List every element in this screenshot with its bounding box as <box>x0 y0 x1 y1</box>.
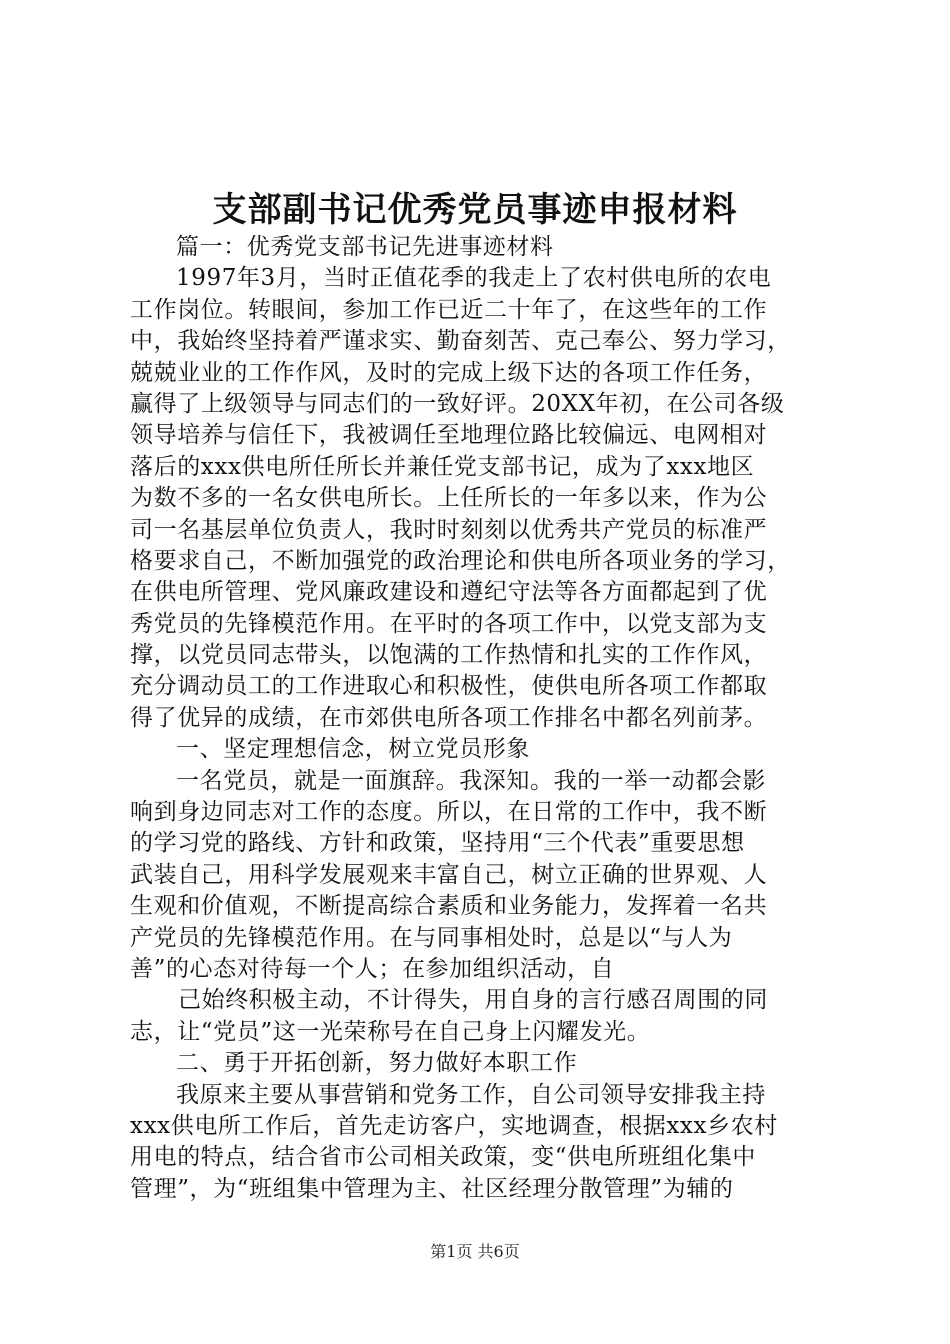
paragraph-line: 管理”，为“班组集中管理为主、社区经理分散管理”为辅的 <box>130 1175 734 1202</box>
paragraph-line: 我原来主要从事营销和党务工作，自公司领导安排我主持 <box>176 1081 766 1108</box>
paragraph-line: 为数不多的一名女供电所长。上任所长的一年多以来，作为公 <box>130 485 768 512</box>
section-heading: 一、坚定理想信念，树立党员形象 <box>176 736 530 763</box>
section-heading: 篇一：优秀党支部书记先进事迹材料 <box>176 234 554 260</box>
paragraph-line: 撑，以党员同志带头，以饱满的工作热情和扎实的工作作风， <box>130 642 768 669</box>
paragraph-line: 兢兢业业的工作作风，及时的完成上级下达的各项工作任务， <box>130 359 768 386</box>
paragraph-line: xxx供电所工作后，首先走访客户，实地调查，根据xxx乡农村 <box>130 1112 778 1139</box>
paragraph-line: 充分调动员工的工作进取心和积极性，使供电所各项工作都取 <box>130 673 768 700</box>
paragraph-line: 格要求自己，不断加强党的政治理论和供电所各项业务的学习， <box>130 547 791 574</box>
page-number-footer: 第1页 共6页 <box>430 1242 520 1261</box>
section-heading: 二、勇于开拓创新，努力做好本职工作 <box>176 1050 578 1077</box>
document-title: 支部副书记优秀党员事迹申报材料 <box>212 190 738 230</box>
paragraph-line: 赢得了上级领导与同志们的一致好评。20XX年初，在公司各级 <box>130 390 785 417</box>
paragraph-line: 响到身边同志对工作的态度。所以，在日常的工作中，我不断 <box>130 799 768 826</box>
paragraph-line: 工作岗位。转眼间，参加工作已近二十年了，在这些年的工作 <box>130 296 768 323</box>
paragraph-line: 司一名基层单位负责人，我时时刻刻以优秀共产党员的标准严 <box>130 516 768 543</box>
paragraph-line: 己始终积极主动，不计得失，用自身的言行感召周围的同 <box>178 987 768 1014</box>
paragraph-line: 志，让“党员”这一光荣称号在自己身上闪耀发光。 <box>130 1018 651 1045</box>
paragraph-line: 的学习党的路线、方针和政策，坚持用“三个代表”重要思想 <box>130 830 745 857</box>
paragraph-line: 落后的xxx供电所任所长并兼任党支部书记，成为了xxx地区 <box>130 453 755 480</box>
document-body <box>130 232 830 1205</box>
paragraph-line: 领导培养与信任下，我被调任至地理位路比较偏远、电网相对 <box>130 422 768 449</box>
paragraph-line: 善”的心态对待每一个人；在参加组织活动，自 <box>130 955 615 982</box>
paragraph-line: 秀党员的先锋模范作用。在平时的各项工作中，以党支部为支 <box>130 610 768 637</box>
paragraph-line: 武装自己，用科学发展观来丰富自己，树立正确的世界观、人 <box>130 861 768 888</box>
paragraph-line: 用电的特点，结合省市公司相关政策，变“供电所班组化集中 <box>130 1144 756 1171</box>
paragraph-line: 1997年3月，当时正值花季的我走上了农村供电所的农电 <box>176 265 772 292</box>
paragraph-line: 产党员的先锋模范作用。在与同事相处时，总是以“与人为 <box>130 924 733 951</box>
paragraph-line: 在供电所管理、党风廉政建设和遵纪守法等各方面都起到了优 <box>130 579 768 606</box>
paragraph-line: 得了优异的成绩，在市郊供电所各项工作排名中都名列前茅。 <box>130 704 768 731</box>
paragraph-line: 一名党员，就是一面旗辞。我深知。我的一举一动都会影 <box>176 767 766 794</box>
paragraph-line: 生观和价值观，不断提高综合素质和业务能力，发挥着一名共 <box>130 893 768 920</box>
paragraph-line: 中，我始终坚持着严谨求实、勤奋刻苦、克己奉公、努力学习， <box>130 328 791 355</box>
